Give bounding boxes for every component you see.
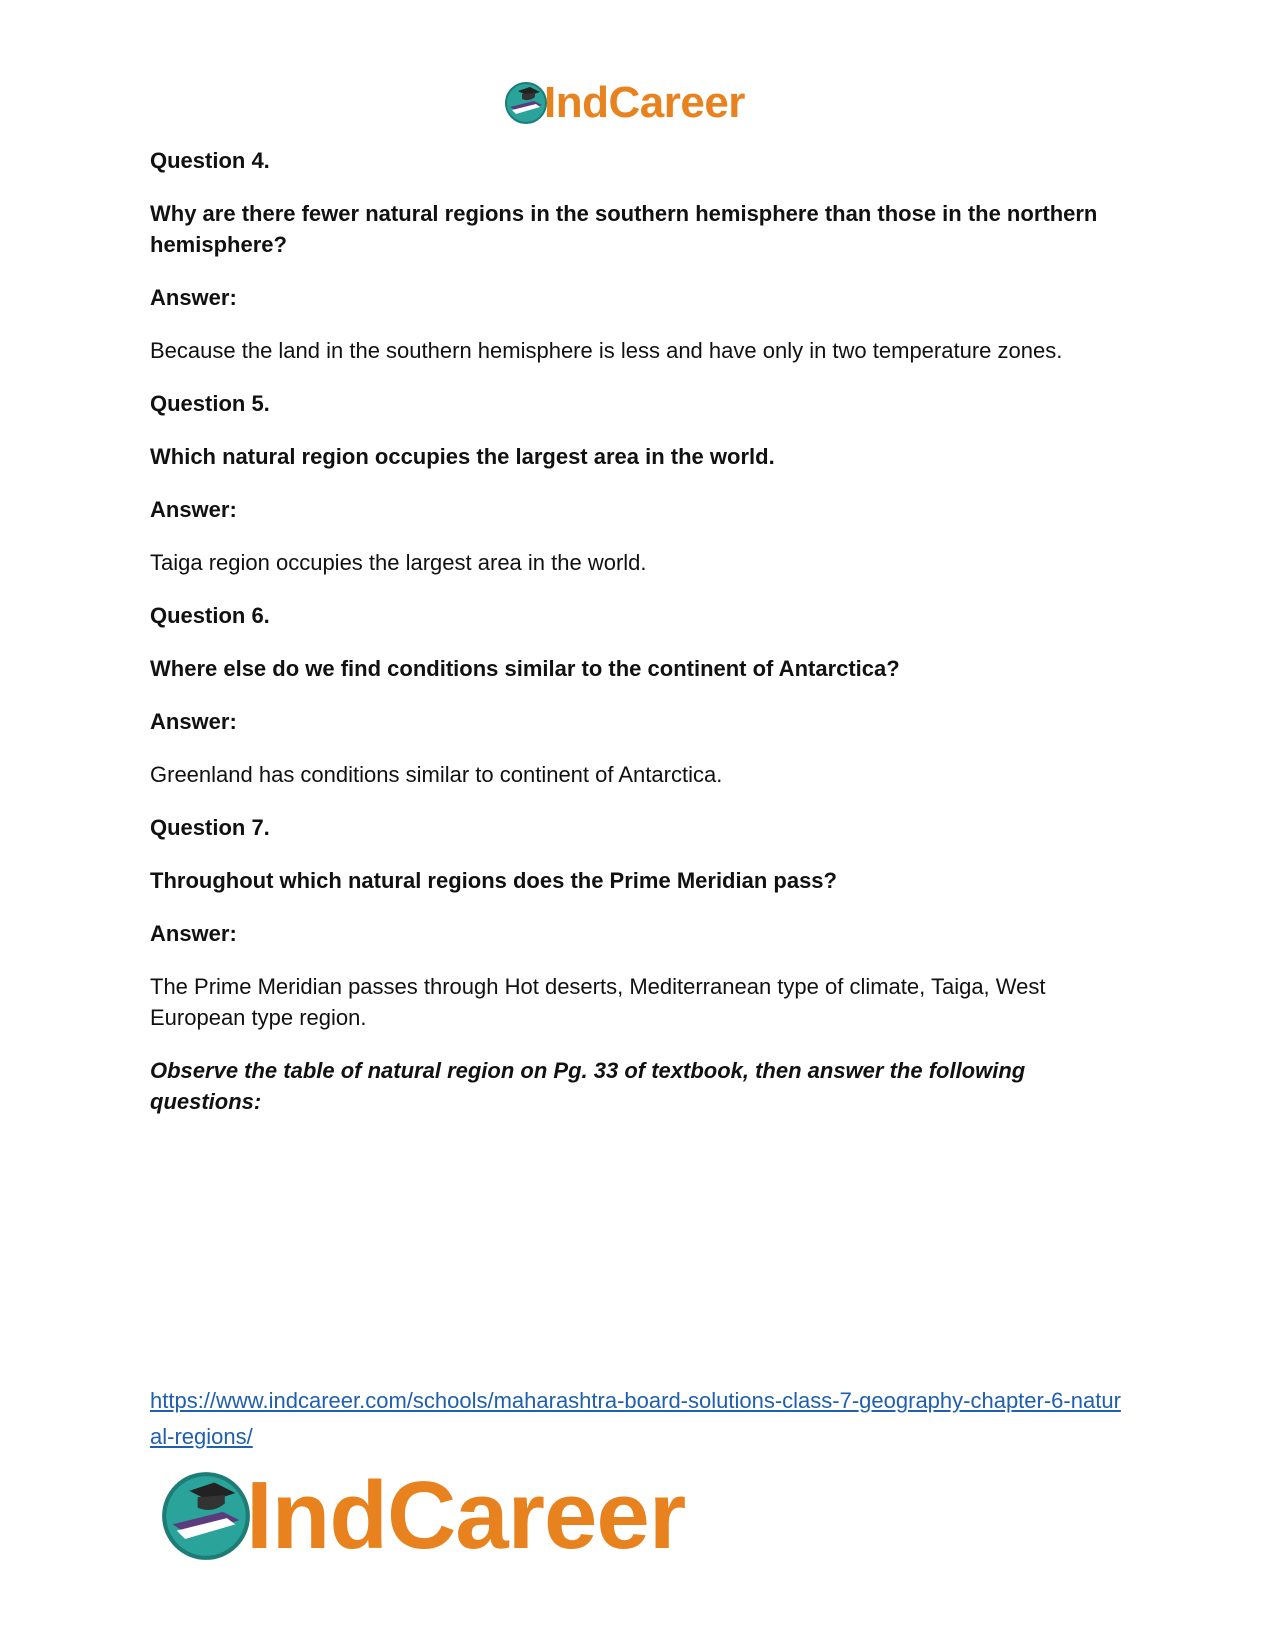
answer-7-label: Answer: xyxy=(150,921,237,946)
answer-6-label: Answer: xyxy=(150,709,237,734)
question-5-text: Which natural region occupies the largest area in the world. xyxy=(150,444,775,469)
question-4-label: Question 4. xyxy=(150,148,270,173)
answer-7-text: The Prime Meridian passes through Hot deserts, Mediterranean type of climate, Taiga, West European type region. xyxy=(150,974,1046,1030)
question-5-label: Question 5. xyxy=(150,391,270,416)
question-7-text: Throughout which natural regions does the Prime Meridian pass? xyxy=(150,868,837,893)
question-7-label: Question 7. xyxy=(150,815,270,840)
instruction-text: Observe the table of natural region on Pg. 33 of textbook, then answer the following questions: xyxy=(150,1058,1026,1114)
source-url-link[interactable]: https://www.indcareer.com/schools/maharashtra-board-solutions-class-7-geography-chapter-6-natural-regions/ xyxy=(150,1388,1121,1449)
indcareer-logo-footer xyxy=(160,1464,685,1568)
answer-4-label: Answer: xyxy=(150,285,237,310)
indcareer-logo-header xyxy=(504,78,745,128)
answer-6-text: Greenland has conditions similar to continent of Antarctica. xyxy=(150,762,723,787)
answer-5-text: Taiga region occupies the largest area in the world. xyxy=(150,550,647,575)
logo-wordmark: IndCareer xyxy=(544,78,745,127)
question-4-text: Why are there fewer natural regions in the southern hemisphere than those in the northern hemisphere? xyxy=(150,201,1098,257)
book-globe-icon xyxy=(504,81,548,125)
answer-4-text: Because the land in the southern hemisphere is less and have only in two temperature zones. xyxy=(150,338,1063,363)
logo-wordmark: IndCareer xyxy=(246,1462,686,1569)
document-body xyxy=(150,145,1125,1117)
answer-5-label: Answer: xyxy=(150,497,237,522)
question-6-label: Question 6. xyxy=(150,603,270,628)
book-globe-icon xyxy=(160,1470,252,1562)
question-6-text: Where else do we find conditions similar to the continent of Antarctica? xyxy=(150,656,900,681)
